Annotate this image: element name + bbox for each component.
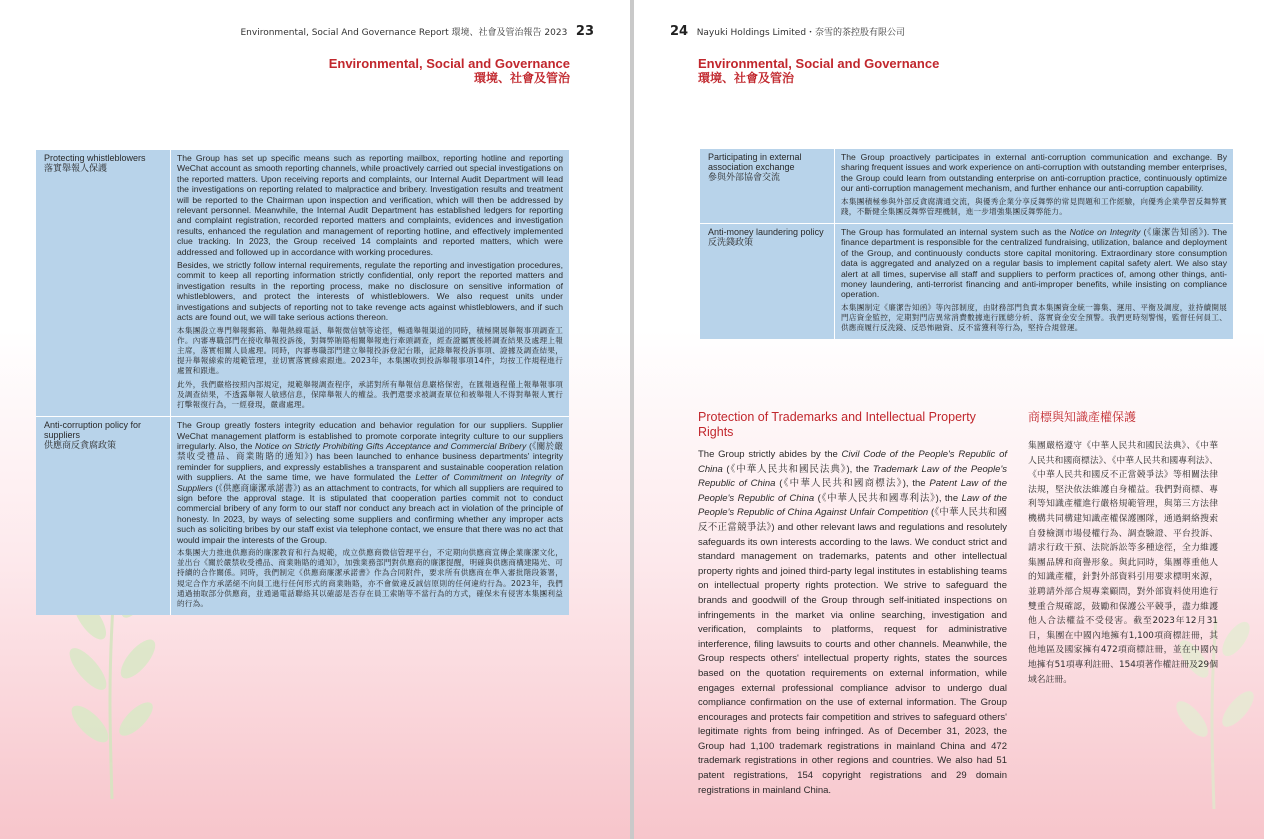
paragraph: Besides, we strictly follow internal requirements, regulate the reporting and investigation procedures, commit to keep all reporting information strictly confidential, only report the reported matters and investigation results in the reporting process, make no disclosure on sensitive information of whistleblowers, and protect the interests of whistleblowers. We also request units under investigations and subjects of reporting not to take revenge acts against whistleblowers, and if such acts are found out, we will take serious actions thereon. — [177, 260, 563, 323]
ip-section-zh — [1028, 410, 1218, 687]
section-title-zh: 環境、社會及管治 — [473, 71, 570, 85]
header-text: Nayuki Holdings Limited・奈雪的茶控股有限公司 — [696, 28, 906, 38]
table-row — [36, 417, 569, 615]
table-row — [36, 150, 569, 417]
row-label-en: Participating in external association exchange — [708, 152, 802, 172]
policy-table — [700, 149, 1233, 339]
row-content — [835, 149, 1233, 223]
row-label-en: Anti-money laundering policy — [708, 227, 824, 238]
section-title — [329, 56, 570, 86]
row-label-zh: 參與外部協會交流 — [708, 172, 781, 182]
paragraph: The Group proactively participates in external anti-corruption communication and exchange. By sharing frequent issues and work experience on anti-corruption with outstanding member enterprises, the Group could learn from outstanding enterprise on anti-corruption practice, continuously optimize our anti-corruption management mechanism, and further enhance our anti-corruption capability. — [841, 152, 1227, 194]
header-text: Environmental, Social And Governance Report 環境、社會及管治報告 2023 — [240, 28, 568, 38]
paragraph-zh: 本集團制定《廉潔告知函》等內部制度，由財務部門負責本集團資金統一籌集、運用、平衡及調度，並持續開展門店資金監控，定期對門店異常消費數據進行匯總分析、落實資金安全預警。我們更時刻警惕，監督任何員工、供應商履行反洗錢、反恐怖融資、反不當獲利等行為，堅持合規營運。 — [841, 302, 1227, 333]
running-header — [670, 24, 905, 39]
ip-body-zh: 集團嚴格遵守《中華人民共和國民法典》、《中華人民共和國商標法》、《中華人民共和國專利法》、《中華人民共和國反不正當競爭法》等相關法律法規，堅決依法維護自身權益。我們對商標、專利等知識產權進行嚴格規範管理，與第三方法律機構共同構建知識產權保護團隊，通過網絡搜索自發檢測市場侵權行為、調查驗證、平台投訴、請求行政干預、法院訴訟等多種途徑，全力維護集團品牌和商譽形象。與此同時，集團尊重他人的知識產權，針對外部資料引用要求標明來源，並聘請外部合規專業顧問，對外部資料使用進行雙重合規確認，鼓勵和保護公平競爭，盡力維護他人合法權益不受侵害。截至2023年12月31日，集團在中國內地擁有1,100項商標註冊，其他地區及國家擁有472項商標註冊，並在中國內地擁有51項專利註冊、154項著作權註冊及29個域名註冊。 — [1028, 441, 1218, 685]
ip-heading-en: Protection of Trademarks and Intellectual Property Rights — [698, 410, 976, 439]
running-header — [241, 24, 595, 39]
section-title-zh: 環境、社會及管治 — [698, 71, 795, 85]
table-row — [700, 149, 1233, 224]
row-label-zh: 落實舉報人保護 — [44, 163, 108, 173]
paragraph-zh: 此外，我們嚴格按照內部規定，規範舉報調查程序，承諾對所有舉報信息嚴格保密，在匯報過程僅上報舉報事項及調查結果，不透露舉報人敏感信息，保障舉報人的權益。我們還要求被調查單位和被舉報人不得對舉報人實行打擊報復行為，一經發現，嚴肅處理。 — [177, 379, 563, 409]
paragraph-zh: 本集團大力推進供應商的廉潔教育和行為規範，成立供應商微信管理平台，不定期向供應商宣傳企業廉潔文化，並出台《關於嚴禁收受禮品、商業賄賂的通知》，加強業務部門對供應商的廉潔提醒，明確與供應商構建陽光、可持續的合作關係。同時，我們制定《供應商廉潔承諾書》作為合同附件，要求所有供應商在準入審批階段簽署，規定合作方承諾絕不向員工進行任何形式的商業賄賂，亦不會做違反誠信原則的任何違約行為。2023年，我們通過抽取部分供應商，並通過電話聯絡其以確認是否存在員工索賄等不當行為的方式，確保未有侵害本集團利益的行為。 — [177, 548, 563, 609]
paragraph: The Group greatly fosters integrity education and behavior regulation for our suppliers. Supplier WeChat management platform is established to promote corporate integrity culture to our suppliers irregularly. Also, the Notice on Strictly Prohibiting Gifts Acceptance and Commercial Bribery (《關於嚴禁收受禮品、商業賄賂的通知》) has been launched to enhance business departments' integrity reminder for suppliers, and expressly establishes a transparent and sustainable cooperation relation with suppliers. At the same time, we have formulated the Letter of Commitment on Integrity of Suppliers (《供應商廉潔承諾書》) as an attachment to contracts, for which all suppliers are required to sign before the approval stage. It is stipulated that cooperation parties commit not to conduct commercial bribery of any form to our staff nor conduct any breach act in violation of the principle of honesty. In 2023, by ways of selecting some suppliers and confirming whether any improper acts such as soliciting bribes by our staff exist via telephone contact, we ensure that there was no act that would impair the interests of the Group. — [177, 420, 564, 545]
row-label — [700, 224, 835, 339]
row-label — [36, 150, 171, 416]
page-number: 23 — [575, 24, 594, 39]
row-content — [171, 150, 569, 416]
row-label — [700, 149, 835, 223]
row-label-en: Protecting whistleblowers — [44, 153, 146, 163]
section-title-en: Environmental, Social and Governance — [328, 56, 570, 71]
table-row — [700, 224, 1233, 339]
paragraph: The Group has formulated an internal system such as the Notice on Integrity (《廉潔告知函》). The finance department is responsible for the centralized fundraising, utilization, balance and deployment of the Group, and continuously conducts store capital monitoring. Extraordinary store consumption data is aggregated and analyzed on a regular basis to implement capital safety alert. We also stay alert at all times, supervise all staff and suppliers to perform practices of, among other things, anti-money laundering, anti-terrorist financing and anti-improper benefits, while insisting on compliance operation. — [841, 227, 1227, 300]
row-label-en: Anti-corruption policy for suppliers — [44, 420, 142, 441]
ip-section-en — [698, 410, 1007, 798]
right-page — [634, 0, 1264, 839]
row-content — [171, 417, 569, 615]
row-content — [835, 224, 1233, 339]
ip-heading-zh: 商標與知識產權保護 — [1028, 410, 1137, 424]
paragraph-zh: 本集團設立專門舉報郵箱、舉報熱線電話、舉報微信號等途徑，暢通舉報渠道的同時，積極開展舉報事項調查工作。內審專職部門在接收舉報投訴後，對舞弊賄賂相關舉報進行牽頭調查，經查證屬實後將調查結果及處理上報主席，落實相關人員處理。同時，內審專職部門建立舉報投訴登記台賬，記錄舉報投訴事項、證據及調查結果，提升舉報線索的規範管理，並切實落實線索跟進。2023年，本集團收到投訴舉報事項14件，均按工作規程進行處置和跟進。 — [177, 325, 563, 376]
page-number: 24 — [670, 24, 689, 39]
left-page — [0, 0, 630, 839]
paragraph-zh: 本集團積極參與外部反貪腐溝通交流，與優秀企業分享反舞弊的常見問題和工作經驗，向優秀企業學習反舞弊實踐，不斷健全集團反舞弊管理機制，進一步增強集團反舞弊能力。 — [841, 196, 1227, 216]
section-title — [698, 56, 939, 86]
row-label-zh: 供應商反貪腐政策 — [44, 440, 117, 451]
section-title-en: Environmental, Social and Governance — [698, 56, 940, 71]
row-label — [36, 417, 171, 615]
ip-body-en: The Group strictly abides by the Civil Code of the People's Republic of China (《中華人民共和國民法典》), the Trademark Law of the People's Republic of China (《中華人民共和國商標法》), the Patent Law of the People's Republic of China (《中華人民共和國專利法》), the Law of the People's Republic of China Against Unfair Competition (《中華人民共和國反不正當競爭法》) and other relevant laws and regulations and resolutely safeguards its own interests according to the laws. We conduct strict and standard management on trademarks, patents and other intellectual property rights and joined third-party legal institutes in establishing teams on intellectual property rights protection. We strive to safeguard the brands and goodwill of the Group through self-initiated inspections on infringements in the market via online searching, investigation and verification, complaints to platforms, request for administrative interference, filing lawsuits to courts and other channels. Meanwhile, the Group respects others' intellectual property rights, states the sources based on the quotation requirements on external information, while engages external professional compliance advisor to undergo dual compliance confirmation on the use of external information. The Group encourages and protects fair competition and strives to safeguard others' legitimate rights from being infringed. As of December 31, 2023, the Group had 1,100 trademark registrations in mainland China and 472 trademark registrations in other regions and countries. We also had 51 patent registrations, 154 copyright registrations and 29 domain registrations in mainland China. — [698, 449, 1008, 796]
row-label-zh: 反洗錢政策 — [708, 237, 754, 248]
paragraph: The Group has set up specific means such as reporting mailbox, reporting hotline and reporting WeChat account as smooth reporting channels, while proactively carried out special investigations on the reported matters. Upon receiving reports and complaints, our Internal Audit Department will lead the investigations on reporting related to malpractice and bribery. Investigation results and treatment will be reported to the Chairman upon inspection and verification, which will then be addressed by relevant personnel. Meanwhile, the Internal Audit Department has established ledgers for reporting and complaint registration, recorded reported matters and complaints, evidences and investigation results, enhanced the regulation and management of reporting hotline, and effectively implemented clue tracking. In 2023, the Group received 14 complaints and reported matters, which were addressed and followed up in accordance with working procedures. — [177, 153, 563, 257]
policy-table — [36, 150, 569, 615]
